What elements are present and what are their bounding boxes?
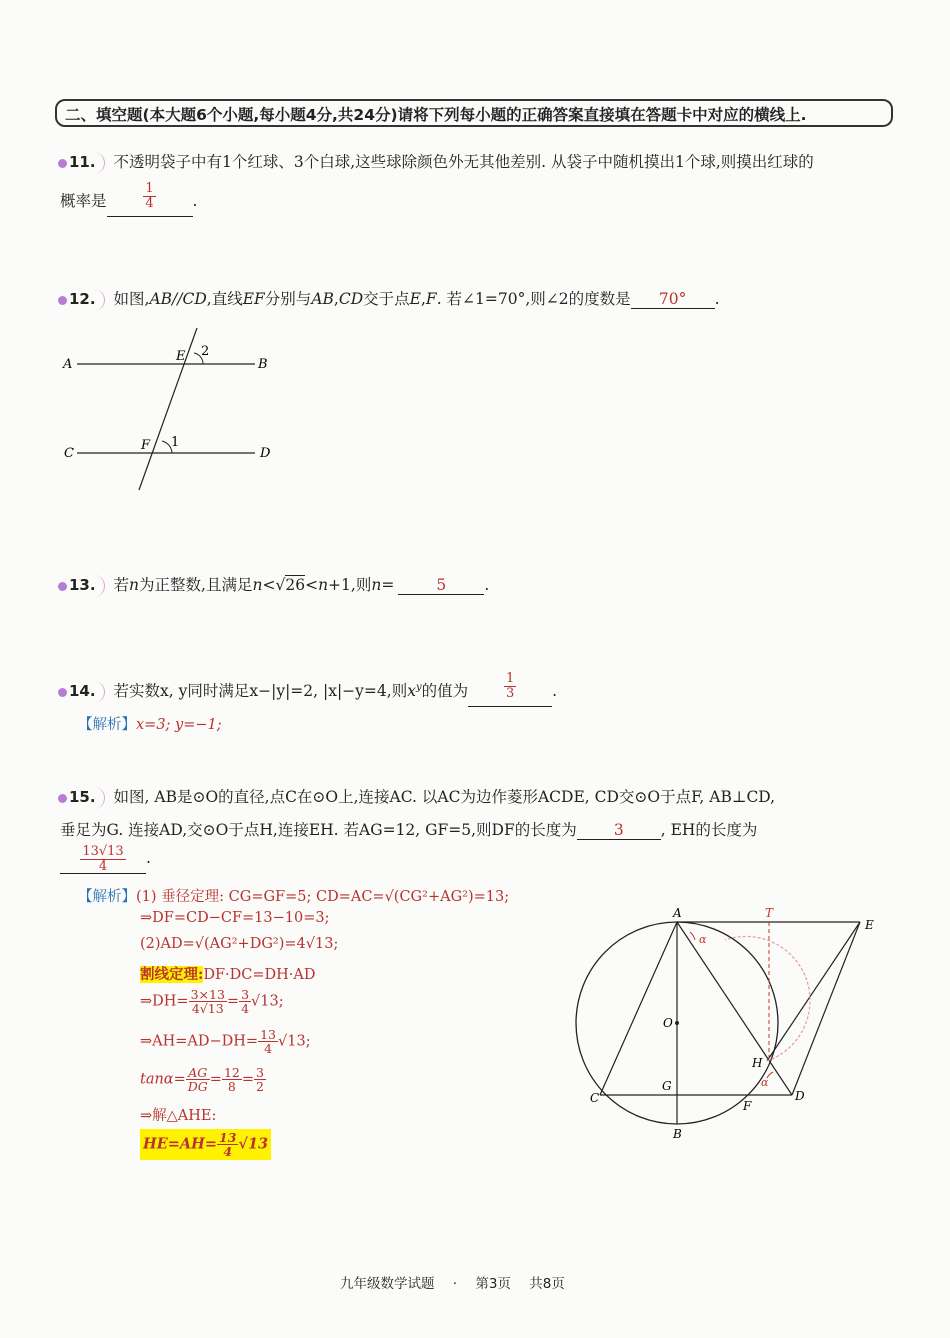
label-f: F [743,1099,752,1113]
period: . [714,290,720,308]
question-11-line2 [60,181,198,217]
solution-text: x=3; y=−1; [136,717,222,733]
question-number: 11. [69,153,96,171]
question-text: 交于点 [363,290,410,308]
question-dot-icon [58,159,67,168]
footer-total-pages: 共8页 [529,1276,565,1292]
number-arc-icon [90,787,105,809]
section-header: 二、填空题(本大题6个小题,每小题4分,共24分)请将下列每小题的正确答案直接填在答题卡中对应的横线上. [55,99,893,127]
fraction-denominator: 4 [241,1001,250,1017]
question-dot-icon [58,794,67,803]
answer-blank-df: 3 [577,821,661,840]
answer-denominator: 3 [506,685,515,701]
solution-tag: 【解析】 [78,717,136,733]
parallel-lines-diagram [55,322,285,497]
question-number: 15. [69,788,96,806]
answer-denominator: 4 [98,858,108,874]
question-text: , EH的长度为 [660,821,758,839]
label-t: T [765,906,774,920]
segment-ac [600,922,677,1095]
question-dot-icon [58,296,67,305]
period: . [484,576,490,594]
math-text: n [129,576,140,594]
solution-tag: 【解析】 [78,889,136,905]
number-arc-icon [90,575,105,597]
fraction-numerator: AG [186,1066,210,1080]
question-text: 如图, AB是⊙O的直径,点C在⊙O上,连接AC. 以AC为边作菱形ACDE, CD交⊙O于点F, AB⊥CD, [113,788,776,806]
page-footer [340,1272,565,1292]
math-text: n [252,576,263,594]
radicand: 26 [285,576,306,594]
fraction-denominator: 4 [223,1144,233,1160]
center-point [675,1021,679,1025]
question-number: 12. [69,290,96,308]
solution-text: (1) 垂径定理: CG=GF=5; CD=AC=√(CG²+AG²)=13; [136,889,510,905]
question-11-line1 [58,150,814,174]
question-14 [58,671,558,707]
label-d: D [795,1089,805,1103]
question-text: 的值为 [421,682,469,701]
question-text: ,直线 [206,290,243,308]
solution-text: = [226,993,240,1010]
solution-text: √13; [278,1033,311,1050]
question-number: 13. [69,576,96,594]
number-arc-icon [90,152,105,174]
math-text: x [407,682,416,701]
answer-numerator: 1 [506,671,515,686]
question-15-line1 [58,785,775,809]
fraction-denominator: 8 [227,1079,236,1095]
answer-blank: 5 [398,576,484,595]
label-a: A [63,357,73,372]
label-o: O [663,1016,673,1030]
fraction-denominator: 4 [264,1041,273,1057]
question-text: 概率是 [60,192,107,211]
question-text: 若实数x, y同时满足x−|y|=2, |x|−y=4,则 [113,682,408,701]
math-text: AB//CD [149,290,207,308]
label-angle-1: 1 [171,435,180,450]
question-12-line1 [58,287,720,311]
label-alpha-bottom: α [761,1076,769,1089]
label-a: A [673,906,682,920]
fraction-numerator: 3 [241,987,250,1002]
math-text: E [409,290,421,308]
fraction-numerator: 3 [256,1065,264,1080]
footer-title: 九年级数学试题 [340,1276,435,1292]
q15-solution-line1 [78,885,509,906]
solution-text: tanα= [140,1071,186,1088]
highlight-theorem: 割线定理: [140,966,204,983]
answer-blank: 70° [631,290,715,309]
q15-solution-line7 [140,1066,266,1093]
label-c: C [64,446,74,461]
question-text: 若 [113,576,130,594]
footer-page-number: 第3页 [475,1276,511,1292]
question-dot-icon [58,688,67,697]
highlight-arc [725,936,810,1061]
fraction-numerator: 13 [219,1130,237,1145]
solution-text: HE=AH= [143,1135,218,1153]
period: . [146,849,151,868]
fraction-denominator: 2 [256,1079,264,1095]
answer-denominator: 4 [145,195,154,211]
math-text: n [371,576,382,594]
footer-separator: · [452,1276,458,1292]
period: . [192,192,198,211]
question-text: 垂足为G. 连接AD,交⊙O于点H,连接EH. 若AG=12, GF=5,则DF的长度为 [60,821,577,839]
solution-text: ⇒DH= [140,993,189,1010]
label-e: E [176,349,186,364]
solution-text: √13 [238,1135,269,1153]
fraction-numerator: 13 [260,1027,276,1042]
question-text: 不透明袋子中有1个红球、3个白球,这些球除颜色外无其他差别. 从袋子中随机摸出1个球,则摸出红球的 [113,153,814,171]
question-dot-icon [58,582,67,591]
question-text: . 若∠1=70°,则∠2的度数是 [436,290,631,308]
math-text: AB [311,290,334,308]
q15-solution-line4 [140,963,316,984]
math-text: = [381,576,395,594]
fraction-denominator: DG [187,1079,208,1095]
segment-ad [677,922,792,1095]
label-d: D [260,446,271,461]
q14-solution [78,713,222,734]
q15-solution-line8: ⇒解△AHE: [140,1108,217,1124]
label-angle-2: 2 [201,344,210,359]
math-text: +1,则 [328,576,372,594]
answer-numerator: 13√13 [82,844,124,859]
period: . [552,682,558,701]
label-b: B [673,1127,682,1141]
label-alpha-top: α [699,933,707,946]
fraction-numerator: 3×13 [190,987,225,1002]
label-e: E [865,918,874,932]
q15-final-answer [140,1129,271,1160]
label-c: C [590,1091,600,1105]
math-text: < [262,576,276,594]
solution-text: = [209,1071,222,1088]
math-text: F [425,290,437,308]
q15-solution-line3: (2)AD=√(AG²+DG²)=4√13; [140,936,339,952]
solution-text: ⇒AH=AD−DH= [140,1033,259,1050]
question-text: 如图, [113,290,150,308]
solution-text: √13; [251,993,284,1010]
line-ef [139,328,197,490]
circle-rhombus-diagram [560,900,890,1145]
question-text: 分别与 [264,290,312,308]
question-15-line2 [60,818,757,840]
q15-solution-line5 [140,988,284,1015]
number-arc-icon [90,289,105,311]
fraction-denominator: 4√13 [191,1001,224,1017]
q15-solution-line2: ⇒DF=CD−CF=13−10=3; [140,910,330,926]
solution-text: DF·DC=DH·AD [203,967,316,983]
label-g: G [662,1079,672,1093]
sqrt-sign-icon: √ [275,576,286,594]
fraction-numerator: 12 [223,1065,240,1080]
math-text: CD [338,290,364,308]
solution-text: = [241,1071,254,1088]
answer-blank-eh [60,845,146,874]
label-b: B [258,357,268,372]
alpha-arc-top [690,932,695,940]
answer-numerator: 1 [145,181,154,196]
math-text: EF [242,290,265,308]
question-13 [58,573,489,597]
answer-blank [468,671,552,707]
label-h: H [752,1056,763,1070]
q15-solution-line6 [140,1028,311,1055]
question-15-line3 [60,845,151,874]
math-text: < [305,576,319,594]
question-text: 为正整数,且满足 [139,576,253,594]
answer-blank [107,181,193,217]
question-text: , [420,290,426,308]
math-text: n [318,576,329,594]
number-arc-icon [90,681,105,703]
question-text: , [333,290,339,308]
label-f: F [141,438,151,453]
question-number: 14. [69,682,96,701]
math-exponent: y [415,681,422,693]
